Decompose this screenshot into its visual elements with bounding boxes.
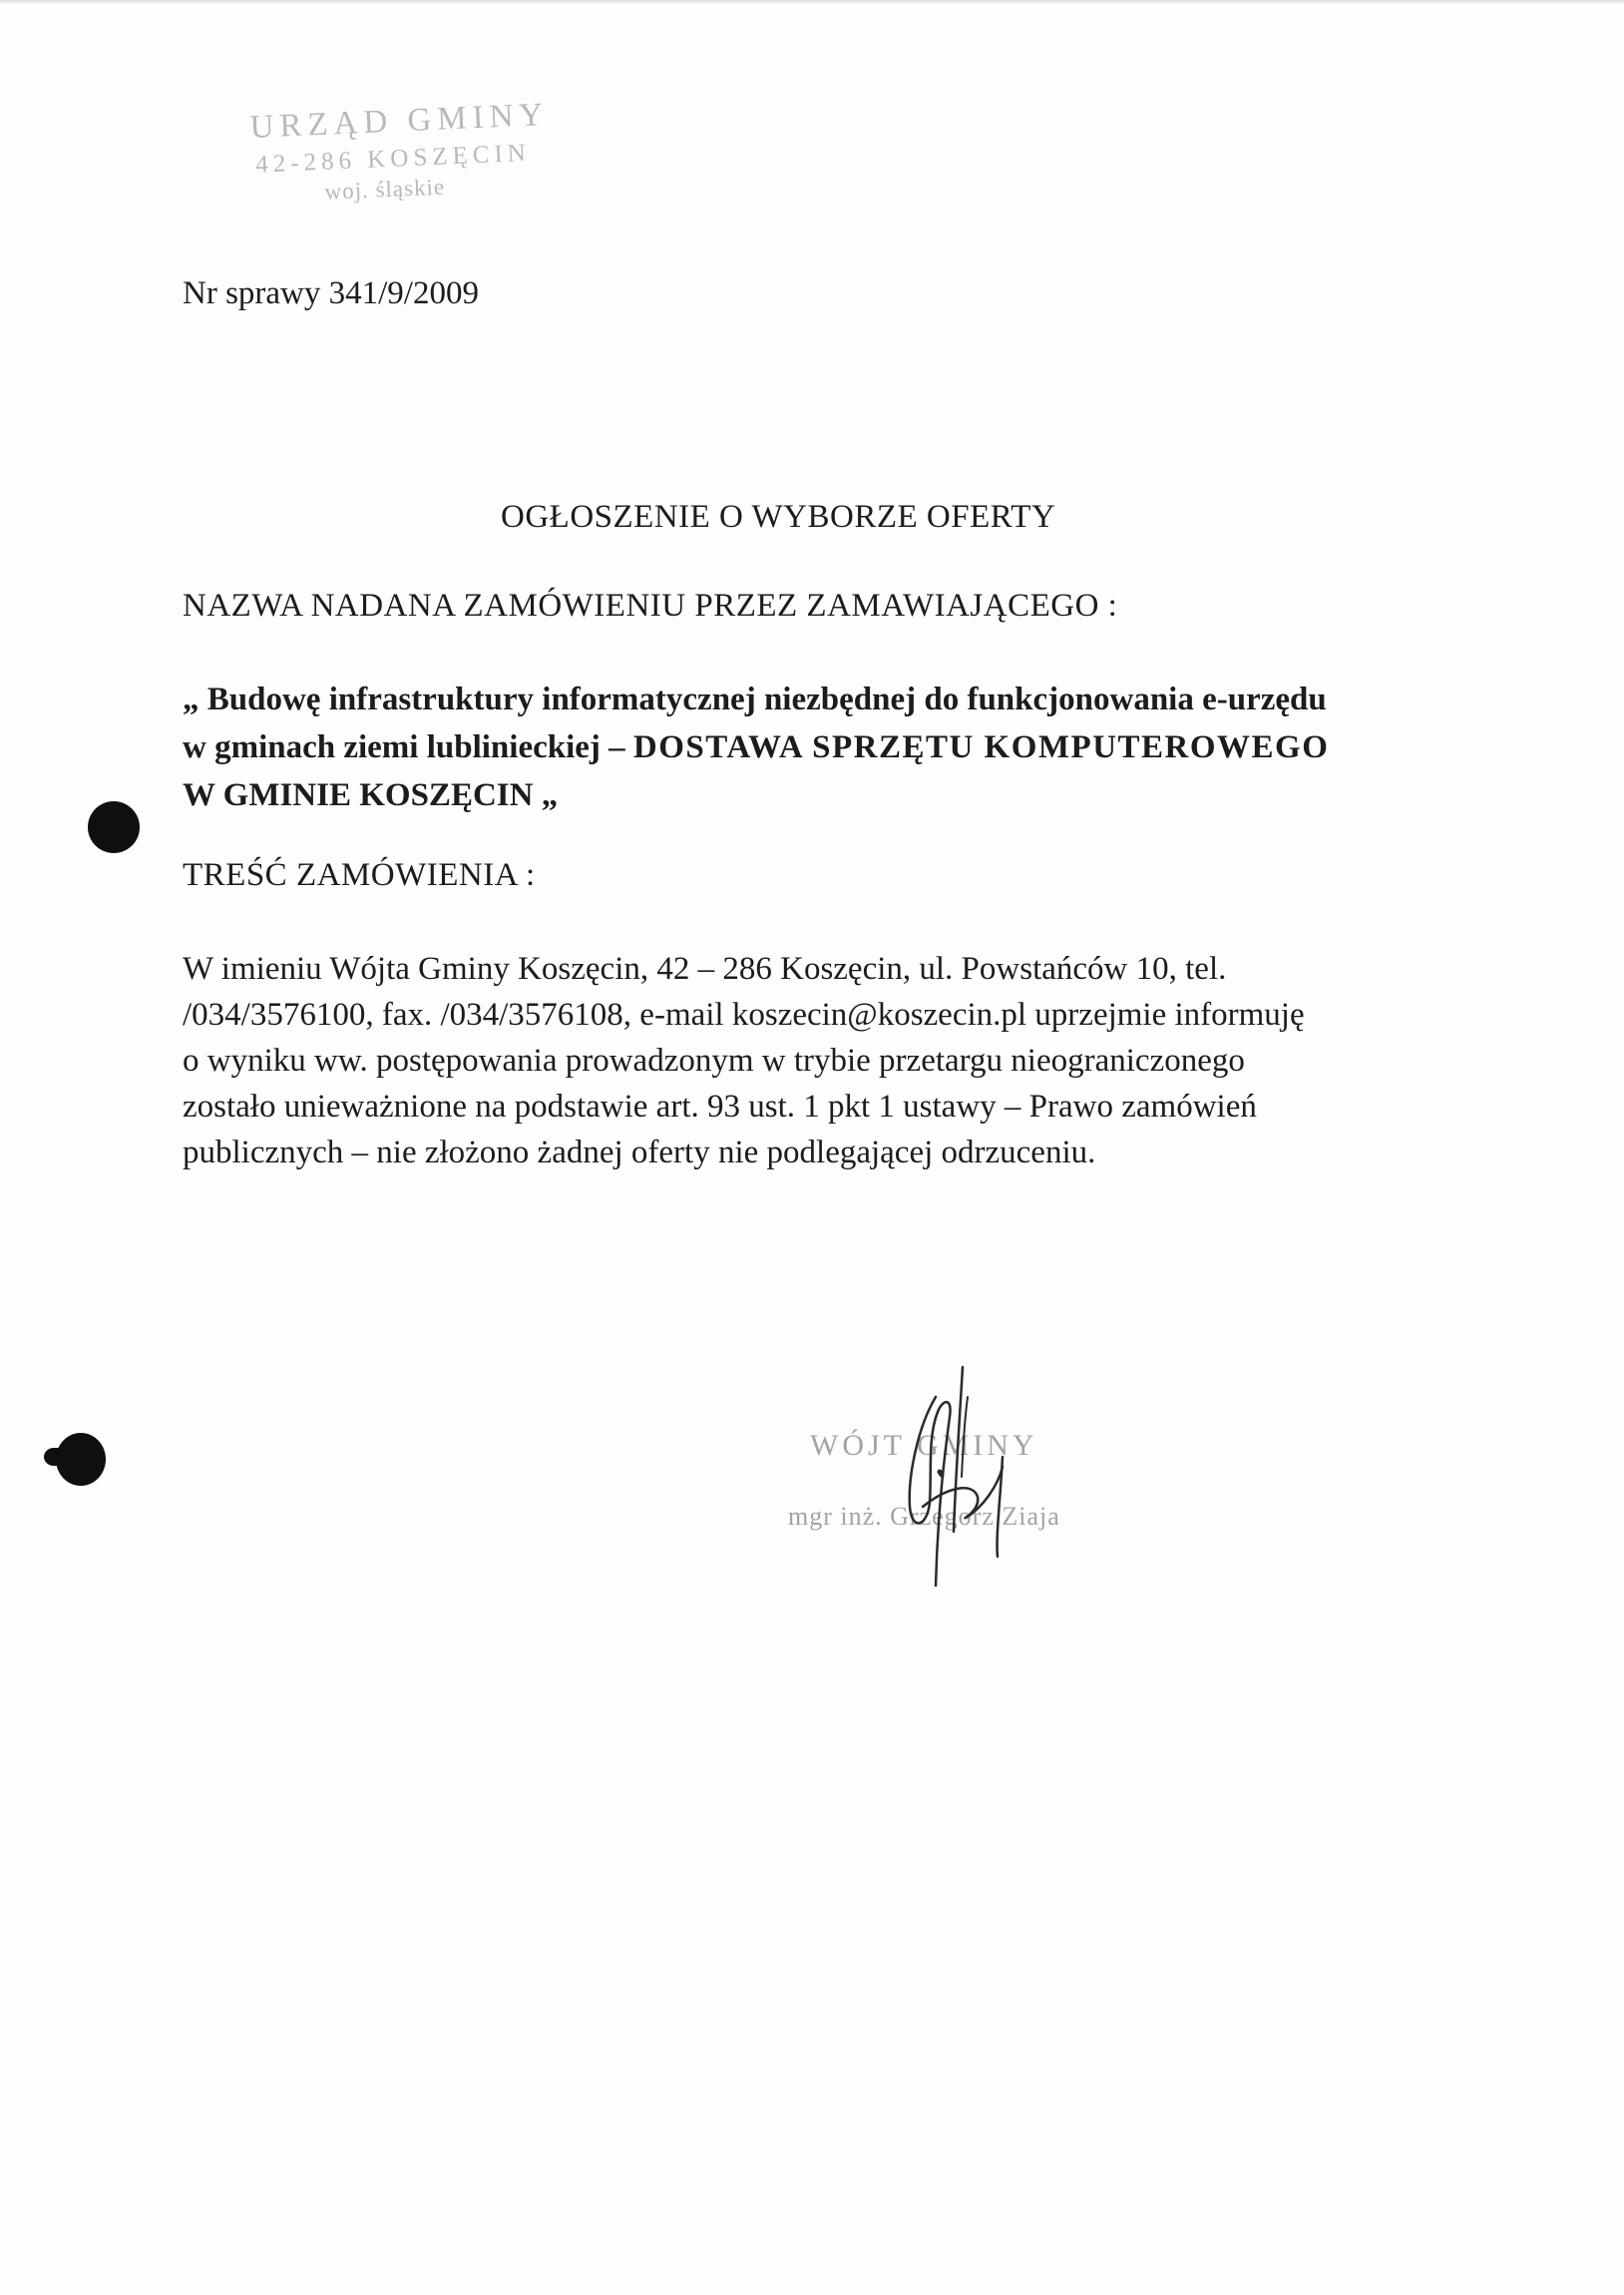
scan-edge: [0, 0, 1624, 4]
document-title: OGŁOSZENIE O WYBORZE OFERTY: [501, 499, 1056, 535]
body-line-1: W imieniu Wójta Gminy Koszęcin, 42 – 286 Koszęcin, ul. Powstańców 10, tel.: [183, 951, 1227, 987]
handwritten-signature: [868, 1357, 1067, 1587]
body-line-4: zostało unieważnione na podstawie art. 93 ust. 1 pkt 1 ustawy – Prawo zamówień: [183, 1089, 1257, 1125]
stamp-voivodeship: woj. śląskie: [324, 174, 446, 205]
signature-stamp-name: mgr inż. Grzegorz Ziaja: [788, 1502, 1060, 1531]
subject-line-2: [183, 723, 1329, 771]
body-line-3: o wyniku ww. postępowania prowadzonym w trybie przetargu nieograniczonego: [183, 1043, 1245, 1079]
order-content-label: TREŚĆ ZAMÓWIENIA :: [183, 857, 536, 893]
subject-line-3: W GMINIE KOSZĘCIN „: [183, 777, 559, 813]
subject-line-2-caps: DOSTAWA SPRZĘTU KOMPUTEROWEGO: [632, 729, 1330, 765]
case-number: Nr sprawy 341/9/2009: [183, 275, 479, 311]
body-line-2: /034/3576100, fax. /034/3576108, e-mail koszecin@koszecin.pl uprzejmie informuję: [183, 997, 1305, 1033]
order-name-label: NAZWA NADANA ZAMÓWIENIU PRZEZ ZAMAWIAJĄCEGO :: [183, 588, 1118, 624]
subject-line-1: „ Budowę infrastruktury informatycznej niezbędnej do funkcjonowania e-urzędu: [183, 682, 1327, 717]
office-stamp: [249, 98, 573, 207]
order-subject: [183, 676, 1329, 819]
stamp-office-name: URZĄD GMINY: [248, 96, 550, 146]
body-line-5: publicznych – nie złożono żadnej oferty nie podlegającej odrzuceniu.: [183, 1135, 1096, 1170]
subject-line-2-text: w gminach ziemi lublinieckiej –: [183, 729, 633, 765]
signature-stamp-title: WÓJT GMINY: [810, 1429, 1038, 1462]
order-content-body: [183, 946, 1305, 1175]
stamp-address: 42-286 KOSZĘCIN: [254, 139, 532, 179]
punch-hole-lower-tear: [44, 1448, 64, 1466]
punch-hole-upper: [88, 801, 140, 853]
